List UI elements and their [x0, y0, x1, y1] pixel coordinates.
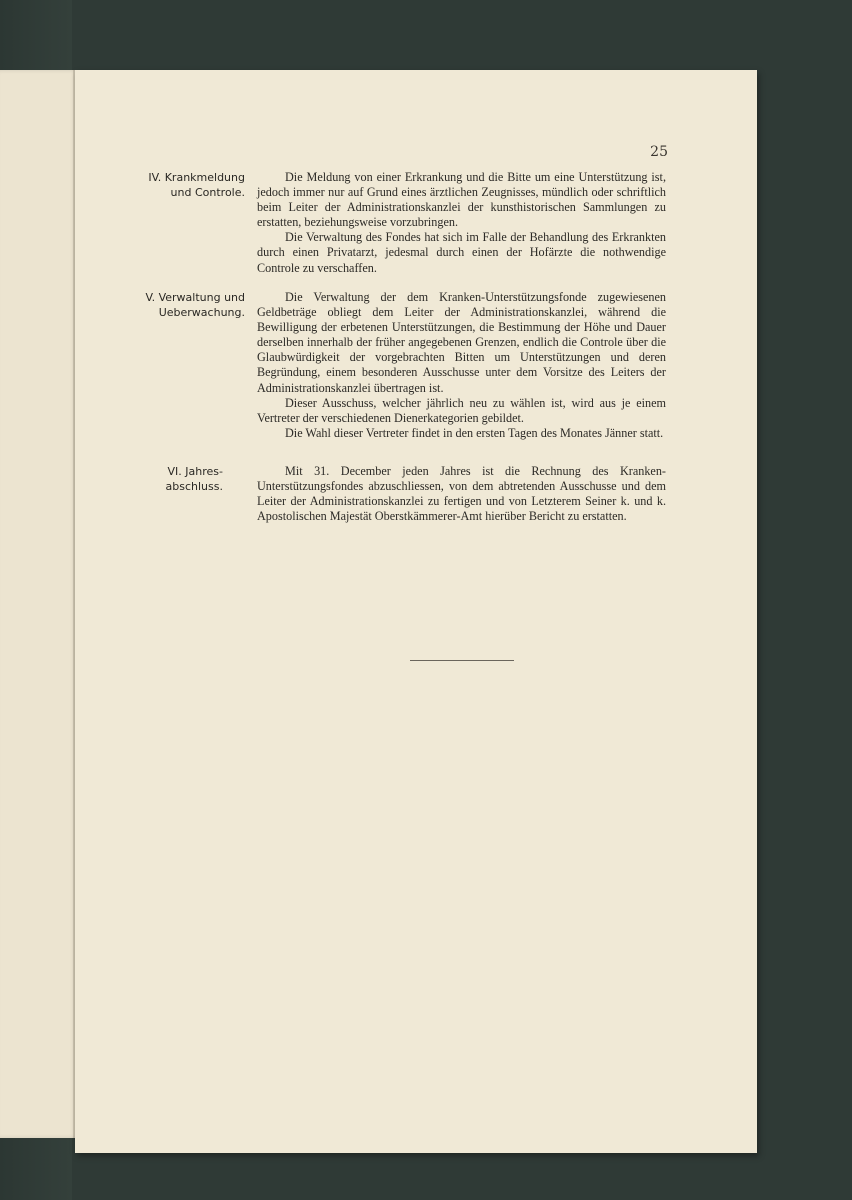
section-body — [257, 290, 666, 441]
section-label-line: und Controle. — [170, 186, 245, 199]
section-label-line: IV. Krankmeldung — [148, 171, 245, 184]
paragraph: Die Verwaltung der dem Kranken-Unterstützungsfonde zugewiesenen Geldbeträge obliegt dem Leiter der Administrationskanzlei, während die Bewilligung der erbetenen Unterstützungen, die Bestimmung der Höhe und Dauer derselben innerhalb der früher angegebenen Grenzen, endlich die Controle über die Glaubwürdigkeit der vorgebrachten Bitten um Unterstützungen und deren Begründung, einem besonderen Ausschusse unter dem Vorsitze des Leiters der Administrationskanzlei übertragen ist. — [257, 290, 666, 395]
page-number: 25 — [650, 144, 668, 160]
facing-page-edge — [0, 70, 78, 1138]
paragraph: Die Verwaltung des Fondes hat sich im Falle der Behandlung des Erkrankten durch einen Privatarzt, jedesmal durch einen der Hofärzte die nothwendige Controle zu verschaffen. — [257, 230, 666, 275]
section-label — [115, 170, 245, 200]
paragraph: Die Meldung von einer Erkrankung und die Bitte um eine Unterstützung ist, jedoch immer nur auf Grund eines ärztlichen Zeugnisses, mündlich oder schriftlich beim Leiter der Administrationskanzlei der kunsthistorischen Sammlungen zu erstatten, beziehungsweise vorzubringen. — [257, 170, 666, 230]
section-label-line: Ueberwachung. — [158, 306, 245, 319]
section-label — [93, 464, 223, 494]
section-body — [257, 464, 666, 524]
paragraph: Dieser Ausschuss, welcher jährlich neu zu wählen ist, wird aus je einem Vertreter der verschiedenen Dienerkategorien gebildet. — [257, 395, 666, 425]
section-label-line: VI. Jahres- — [167, 465, 223, 478]
section-label-line: V. Verwaltung und — [145, 291, 245, 304]
document-page — [75, 70, 757, 1153]
section-body — [257, 170, 666, 276]
section-label-line: abschluss. — [165, 480, 223, 493]
paragraph: Mit 31. December jeden Jahres ist die Rechnung des Kranken-Unterstützungsfondes abzuschliessen, von dem abtretenden Ausschusse und dem Leiter der Administrationskanzlei zu fertigen und von Letzterem Seiner k. und k. Apostolischen Majestät Oberstkämmerer-Amt hierüber Bericht zu erstatten. — [257, 464, 666, 524]
section-label — [115, 290, 245, 320]
page-fold — [73, 70, 75, 1138]
paragraph: Die Wahl dieser Vertreter findet in den ersten Tagen des Monates Jänner statt. — [285, 425, 664, 440]
section-divider — [410, 660, 514, 661]
